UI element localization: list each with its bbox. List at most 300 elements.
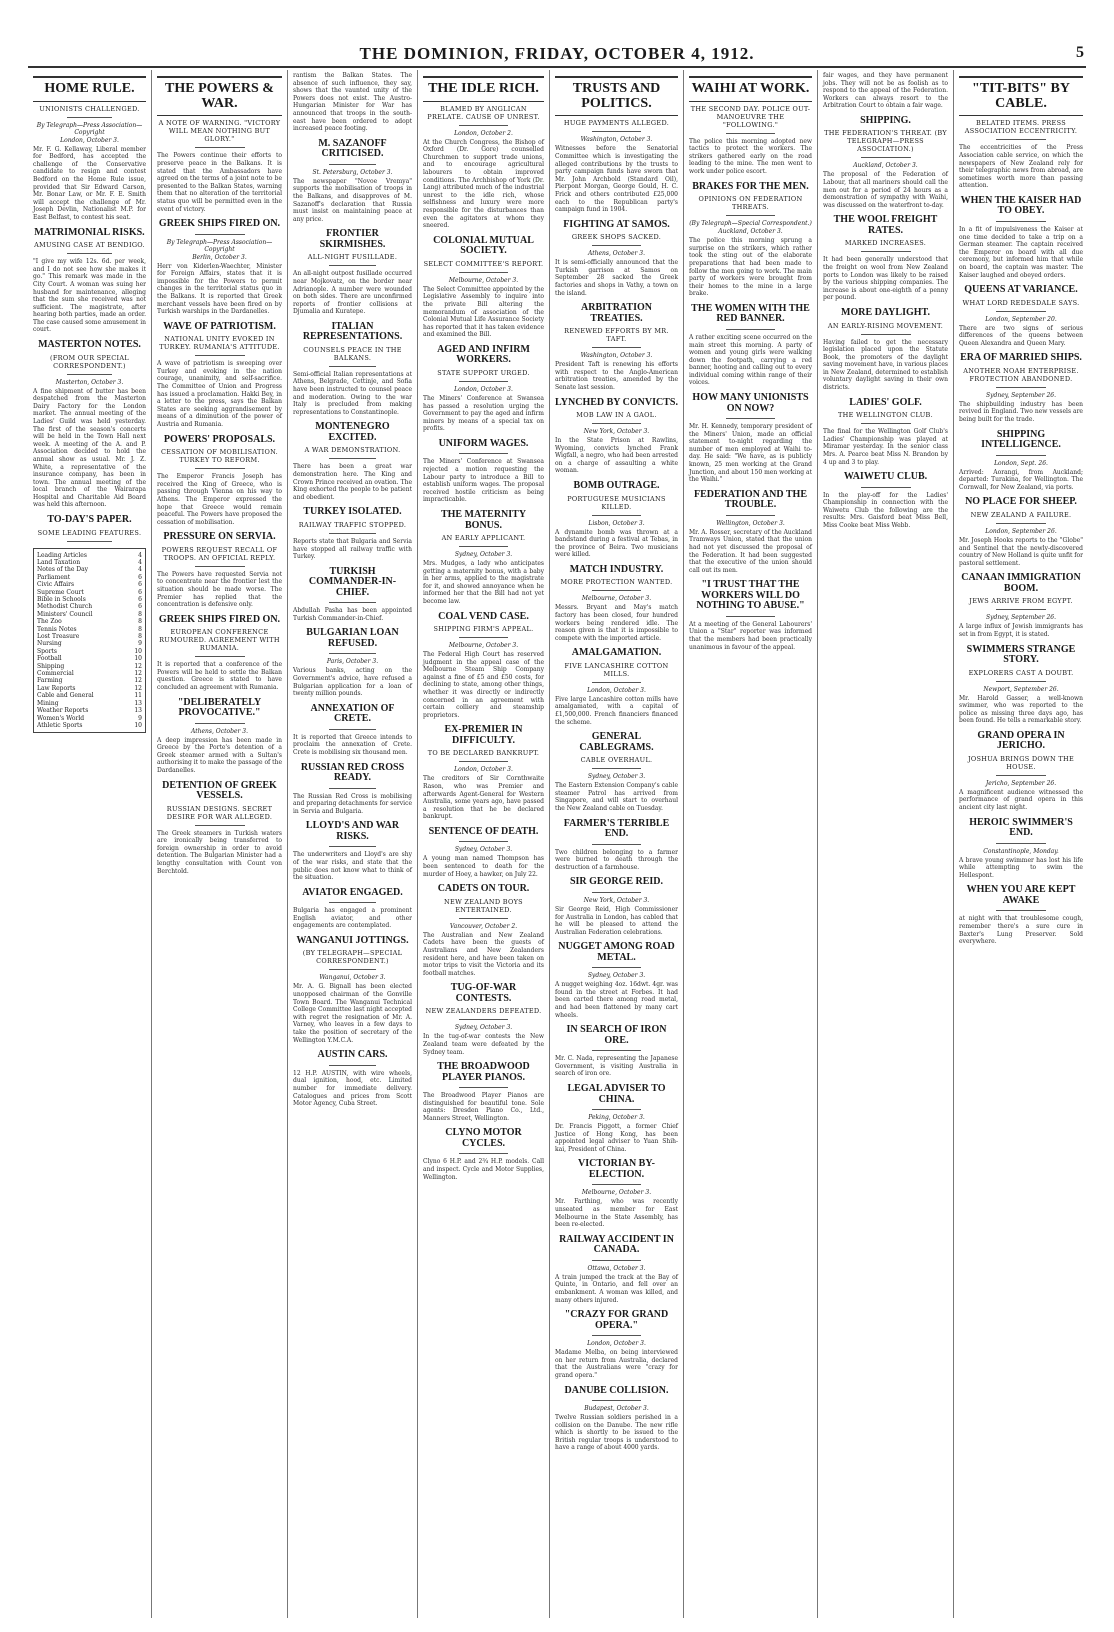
article-headline: HEROIC SWIMMER'S END. [969,816,1073,839]
index-row [37,715,142,722]
article-dateline: London, September 26. [985,527,1057,535]
column-5 [550,70,684,1618]
index-topic: The Zoo [37,618,62,626]
article-dateline: New York, October 3. [583,428,650,436]
index-topic: Notes of the Day [37,566,89,574]
article-headline: WAIHI AT WORK. [689,76,812,102]
index-page: 9 [138,714,142,722]
headline-rule [195,566,245,567]
index-page: 4 [138,558,142,566]
article-dateline: Newport, September 26. [983,685,1059,693]
article-body: Mr. C. Nada, representing the Japanese Government, is visiting Australia in search of iron ore. [555,1055,678,1078]
headline-rule [861,251,911,252]
headline-rule [329,458,377,459]
index-row [37,566,142,573]
index-page: 6 [138,573,142,581]
article-dateline: Washington, October 3. [580,352,653,360]
article-subheadline: CESSATION OF MOBILISATION. TURKEY TO REFORM. [160,448,279,465]
index-row [37,626,142,633]
article-headline: COLONIAL MUTUAL SOCIETY. [433,234,534,257]
article-dateline: Wanganui, October 3. [319,974,386,982]
index-row [37,603,142,610]
article-headline: CADETS ON TOUR. [437,883,530,895]
index-row [37,670,142,677]
newspaper-masthead-title: THE DOMINION, FRIDAY, OCTOBER 4, 1912. [359,44,755,63]
article-subheadline: POWERS REQUEST RECALL OF TROOPS. AN OFFICIAL REPLY. [161,545,278,562]
article-headline: GREEK SHIPS FIRED ON. [158,613,281,625]
article-body: A large influx of Jewish immigrants has set in from Egypt, it is stated. [959,623,1083,638]
article-subheadline: (BY TELEGRAPH—SPECIAL CORRESPONDENT.) [302,949,403,966]
article-headline: COAL VEND CASE. [438,610,529,622]
article-dateline: Auckland, October 3. [853,162,918,170]
index-row [37,633,142,640]
index-row [37,677,142,684]
article-headline: WAIWETU CLUB. [843,471,928,483]
headline-rule [592,682,641,683]
article-credit: By Telegraph—Press Association—Copyright [36,121,143,136]
headline-rule [592,515,641,516]
headline-rule [726,616,775,617]
index-page: 8 [138,633,142,641]
article-headline: BULGARIAN LOAN REFUSED. [306,627,399,649]
article-subheadline: THE WELLINGTON CLUB. [838,411,933,420]
index-page: 13 [134,699,142,707]
headline-rule [592,347,641,348]
article-dateline: St. Petersburg, October 3. [312,168,393,176]
article-body: At the Church Congress, the Bishop of Oxford (Dr. Gore) counselled Churchmen to support trade unions, and to encourage agricultural labourers to obtain improved conditions. The Archbishop of York (Dr. Lang) attributed much of the industrial unrest to the idle rich, whose selfishness and luxury were more responsible for the disturbances than even the agitators at whom they sneered. [423,138,544,230]
article-subheadline: MOB LAW IN A GAOL. [576,411,657,420]
article-headline: NO PLACE FOR SHEEP. [965,496,1077,508]
article-headline: HOME RULE. [33,76,146,102]
article-subheadline: RENEWED EFFORTS BY MR. TAFT. [564,327,669,344]
article-headline: WAVE OF PATRIOTISM. [163,320,276,332]
article-subheadline: STATE SUPPORT URGED. [437,368,530,377]
article-dateline: London, October 3. [60,136,119,144]
article-body: A magnificent audience witnessed the performance of grand opera in this ancient city last night. [959,788,1083,812]
article-headline: ERA OF MARRIED SHIPS. [960,352,1082,364]
article-subheadline: MORE PROTECTION WANTED. [560,578,673,587]
article-headline: M. SAZANOFF CRITICISED. [318,137,387,160]
article-headline: UNIFORM WAGES. [438,437,529,449]
article-body: The Miners' Conference at Swansea has passed a resolution urging the Government to pay the aged and infirm miners by means of a special tax on profits. [423,394,544,433]
article-body: "I give my wife 12s. 6d. per week, and I do not see how she makes it go." This remark was made in the City Court. A woman was suing her husband for maintenance, alleging that the sum she received was not sufficient. The magistrate, after hearing both parties, made an order. The case caused some amusement in court. [33,258,146,334]
article-body: Clyno 6 H.P. and 2¾ H.P. models. Call and inspect. Cycle and Motor Supplies, Wellington. [423,1158,544,1181]
headline-rule [459,381,507,382]
article-body: The final for the Wellington Golf Club's Ladies' Championship was played at Miramar yesterday. In the senior class Mrs. A. Pearce beat Miss N. Brandon by 4 up and 3 to play. [823,428,948,466]
headline-rule [861,487,911,488]
article-dateline: Ottawa, October 3. [587,1264,646,1272]
headline-rule [861,423,911,424]
headline-rule [329,902,377,903]
headline-rule [726,329,775,330]
headline-rule [592,1335,641,1336]
index-page: 10 [134,647,142,655]
article-body: Various banks, acting on the Government's advice, have refused a Bulgarian application for a loan of twenty million pounds. [293,667,412,698]
article-headline: SHIPPING INTELLIGENCE. [981,428,1061,451]
article-headline: GRAND OPERA IN JERICHO. [977,729,1065,752]
article-dateline: Athens, October 3. [190,727,248,735]
article-headline: CANAAN IMMIGRATION BOOM. [961,572,1081,594]
headline-rule [592,590,641,591]
index-page: 6 [138,596,142,603]
index-row [37,552,142,559]
article-subheadline: UNIONISTS CHALLENGED. [39,104,140,113]
article-body: at night with that troublesome cough, remember there's a sure cure in Baxter's Lung Preserver. Sold everywhere. [959,915,1083,946]
article-subheadline: RUSSIAN DESIGNS. SECRET DESIRE FOR WAR ALLEGED. [166,804,273,821]
headline-rule [592,1184,641,1185]
article-dateline: Sydney, October 3. [454,1024,513,1032]
article-headline: TURKISH COMMANDER-IN-CHIEF. [308,565,397,598]
article-body: A fine shipment of butter has been despatched from the Masterton Dairy Factory for the London market. The annual meeting of the Ladies' Guild was held yesterday. The first of the season's concerts will be held in the Town Hall next week. A meeting of the A. and P. Association decided to hold the annual show as usual. Mr. J. Z. White, a representative of the insurance company, has been in town. The annual meeting of the local branch of the Wairarapa Hospital and Charitable Aid Board was held this afternoon. [33,387,146,509]
article-credit: (By Telegraph—Special Correspondent.) [689,220,812,228]
headline-rule [459,918,507,919]
article-headline: LADIES' GOLF. [849,396,922,408]
article-body: An all-night outpost fusillade occurred near Mojkovatz, on the border near Adrianople. A number were wounded on both sides. There are unconfirmed reports of frontier collisions at Djumalia and Kuratepe. [293,270,412,316]
index-page: 6 [138,581,142,589]
index-row [37,611,142,618]
article-body: Sir George Reid, High Commissioner for Australia in London, has cabled that he will be pleased to attend the Australian Federation celebrations. [555,905,678,936]
headline-rule [329,164,377,165]
article-body: Madame Melba, on being interviewed on her return from Australia, declared that the Australians were "crazy for grand opera." [555,1349,678,1379]
headline-rule [592,1050,641,1051]
article-subheadline: AMUSING CASE AT BENDIGO. [34,241,145,250]
index-page: 4 [138,566,142,574]
headline-rule [996,775,1046,776]
article-headline: TRUSTS AND POLITICS. [555,76,678,116]
column-4 [418,70,550,1618]
article-body: The police this morning adopted new tactics to protect the workers. The strikers gathered early on the road leading to the mine. The men went to work under police escort. [689,137,812,176]
article-body: The eccentricities of the Press Association cable service, on which the newspapers of New Zealand rely for their telegraphic news from abroad, are sometimes worth more than passing attention. [959,144,1083,190]
headline-rule [726,133,775,134]
index-row [37,700,142,707]
article-body: In the play-off for the Ladies' Championship in connection with the Waiwetu Club the following are the results: Mrs. Gaisford beat Miss Bell, Miss Cooke beat Miss Webb. [823,491,948,529]
index-topic: Law Reports [37,684,76,692]
article-dateline: London, October 3. [587,1340,646,1348]
index-row [37,648,142,655]
article-headline: SHIPPING. [860,114,911,126]
article-body: Having failed to get the necessary legislation placed upon the Statute Book, the promoters of the daylight saving movement have, in various places in New Zealand, determined to establish voluntary daylight saving in their own districts. [823,338,948,392]
article-body: Dr. Francis Piggott, a former Chief Justice of Hong Kong, has been appointed legal adviser to Yuan Shih-kai, President of China. [555,1123,678,1153]
article-headline: MONTENEGRO EXCITED. [315,421,390,443]
article-dateline: Washington, October 3. [580,136,653,144]
article-subheadline: JOSHUA BRINGS DOWN THE HOUSE. [967,754,1075,771]
headline-rule [67,541,112,542]
article-dateline: London, September 20. [985,315,1057,323]
article-headline: SENTENCE OF DEATH. [428,825,539,837]
article-dateline: London, October 3. [454,766,513,774]
index-page: 8 [138,618,142,626]
article-subheadline: (FROM OUR SPECIAL CORRESPONDENT.) [50,353,129,370]
article-subheadline: EXPLORERS CAST A DOUBT. [968,668,1074,677]
index-row [37,581,142,588]
index-topic: Commercial [37,670,74,678]
article-body: The proposal of the Federation of Labour, that all mariners should call the men out for a period of 24 hours as a demonstration of sympathy with Waihi, was discussed on the waterfront to-day. [823,171,948,209]
headline-rule [67,117,112,118]
article-subheadline: SHIPPING FIRM'S APPEAL. [433,625,534,634]
article-dateline: Masterton, October 3. [55,378,124,386]
article-headline: VICTORIAN BY-ELECTION. [578,1158,655,1180]
article-headline: WHEN THE KAISER HAD TO OBEY. [960,194,1082,217]
article-headline: ANNEXATION OF CRETE. [310,702,395,725]
article-headline: "TIT-BITS" BY CABLE. [959,76,1083,116]
headline-rule [592,423,641,424]
headline-rule [996,455,1046,456]
headline-rule [459,453,507,454]
article-headline: MATCH INDUSTRY. [569,563,664,575]
headline-rule [195,825,245,826]
article-headline: WANGANUI JOTTINGS. [296,934,409,946]
article-headline: POWERS' PROPOSALS. [163,433,276,445]
article-subheadline: AN EARLY APPLICANT. [441,534,526,542]
article-body: The Greek steamers in Turkish waters are ironically being transferred to foreign ownership in order to avoid detention. The Bulgarian Minister had a lengthy consultation with Count von Berchtold. [157,829,282,875]
article-body: The Emperor Francis Joseph has received the King of Greece, who is passing through Vienna on his way to Athens. The Emperor expressed the hope that Greece would remain peaceful. The Powers have proposed the cessation of mobilisation. [157,473,282,526]
article-headline: ARBITRATION TREATIES. [581,302,652,324]
article-body: Arrived: Aorangi, from Auckland; departed: Turakina, for Wellington. The Cornwall, for New Zealand, via ports. [959,468,1083,491]
index-row [37,574,142,581]
article-body: Witnesses before the Senatorial Committee which is investigating the alleged contributions by the trusts to party campaign funds have sworn that Mr. John Archbold (Standard Oil), Pierpont Morgan, George Gould, H. C. Frick and others contributed £25,000 each to the Republican party's campaign fund in 1904. [555,145,678,214]
headline-rule [329,969,377,970]
index-row [37,589,142,596]
index-page: 6 [138,603,142,611]
article-dateline: Sydney, October 3. [587,773,646,781]
article-body: A nugget weighing 4oz. 16dwt. 4gr. was found in the street at Forbes. It had been carted there among road metal, and had been flattened by many cart wheels. [555,981,678,1019]
headline-rule [996,311,1046,312]
index-row [37,559,142,566]
headline-rule [329,265,377,266]
article-body: In the State Prison at Rawlins, Wyoming, convicts lynched Frank Wigfall, a negro, who had been arrested on a charge of assaulting a white woman. [555,437,678,475]
article-headline: RAILWAY ACCIDENT IN CANADA. [559,1233,674,1256]
article-headline: FRONTIER SKIRMISHES. [319,228,386,250]
article-dateline: Sydney, September 26. [985,614,1057,622]
article-headline: MASTERTON NOTES. [38,339,141,351]
article-headline: SWIMMERS STRANGE STORY. [966,643,1076,665]
article-subheadline: ANOTHER NOAH ENTERPRISE. FROTECTION ABANDONED. [963,366,1079,383]
article-body: It is semi-officially announced that the Turkish garrison at Samos on September 28 sacked the Greek factories and shops in Vathy, a town on the island. [555,259,678,297]
article-dateline: Sydney, September 26. [985,391,1057,399]
article-body: Messrs. Bryant and May's match factory has been closed, four hundred workers being rendered idle. The reason given is that it is impossible to compete with the imported article. [555,604,678,642]
index-page: 13 [134,707,142,715]
headline-rule [195,355,245,356]
article-subheadline: THE SECOND DAY. POLICE OUT-MANOEUVRE THE "FOLLOWING." [690,104,811,129]
article-body: A train jumped the track at the Bay of Quinte, in Ontario, and fell over an embankment. A woman was killed, and many others injured. [555,1273,678,1304]
column-7 [818,70,954,1618]
index-row [37,663,142,670]
article-headline: BOMB OUTRAGE. [573,480,660,492]
article-headline: AMALGAMATION. [571,647,662,659]
article-headline: EX-PREMIER IN DIFFICULTY. [444,724,523,746]
article-headline: THE MATERNITY BONUS. [440,509,527,531]
headline-rule [459,125,507,126]
index-page: 8 [138,625,142,633]
article-dateline: London, October 3. [454,385,513,393]
headline-rule [996,221,1046,222]
headline-rule [996,139,1046,140]
article-headline: DETENTION OF GREEK VESSELS. [162,779,277,802]
headline-rule [592,967,641,968]
index-topic: Mining [37,699,59,707]
article-body: Two children belonging to a farmer were burned to death through the destruction of a farmhouse. [555,848,678,871]
headline-rule [861,157,911,158]
headline-rule [726,418,775,419]
article-body: The Australian and New Zealand Cadets have been the guests of Australians and New Zealanders resident here, and have been taken on motor trips to visit the Victoria and its football matches. [423,931,544,977]
column-3 [288,70,418,1618]
index-page: 12 [134,684,142,692]
headline-rule [67,374,112,375]
article-body: A brave young swimmer has lost his life while attempting to swim the Hellespont. [959,856,1083,879]
headline-rule [996,523,1046,524]
index-row [37,692,142,699]
article-body: The underwriters and Lloyd's are shy of the war risks, and state that the public does not know what to think of the situation. [293,851,412,882]
column-6 [684,70,818,1618]
index-topic: Nursing [37,640,62,648]
article-body: The Powers continue their efforts to preserve peace in the Balkans. It is stated that the Ambassadors have agreed on the terms of a joint note to be presented to the Balkan States, warning them that no alteration of the territorial status quo will be permitted even in the event of victory. [157,152,282,213]
headline-rule [459,841,507,842]
article-headline: TURKEY ISOLATED. [303,506,402,518]
article-dateline: Melbourne, October 3. [448,642,519,650]
headline-rule [996,609,1046,610]
headline-rule [459,1019,507,1020]
article-headline: RUSSIAN RED CROSS READY. [300,761,405,784]
article-headline: QUEENS AT VARIANCE. [964,284,1078,296]
article-headline: MORE DAYLIGHT. [841,307,930,318]
index-topic: Bible in Schools [37,596,86,603]
article-headline: FARMER'S TERRIBLE END. [563,817,670,840]
article-subheadline: BLAMED BY ANGLICAN PRELATE. CAUSE OF UNREST. [427,104,540,121]
index-row [37,685,142,692]
index-topic: Ministers' Council [37,610,93,618]
article-headline: AUSTIN CARS. [317,1049,388,1061]
index-topic: Tennis Notes [37,625,77,633]
article-dateline: Sydney, October 3. [454,846,513,854]
article-dateline: London, October 2. [454,129,513,137]
article-subheadline: FIVE LANCASHIRE COTTON MILLS. [564,661,669,678]
article-dateline: London, Sept. 26. [994,459,1048,467]
article-dateline: Vancouver, October 2. [449,922,518,930]
article-body: Mr. F. G. Kellaway, Liberal member for Bedford, has accepted the challenge of the Conservative candidate to resign and contest Bedford on the Home Rule issue, provided that Sir Edward Carson, Mr. Bonar Law, or Mr. F. E. Smith will accept the challenge of Mr. Joseph Devlin, Nationalist M.P. for East Belfast, to contest his seat. [33,145,146,222]
index-topic: Civic Affairs [37,581,75,589]
headline-rule [195,468,245,469]
headline-rule [459,761,507,762]
headline-rule [861,334,911,335]
article-headline: LEGAL ADVISER TO CHINA. [567,1083,666,1105]
article-headline: MATRIMONIAL RISKS. [34,226,145,238]
article-headline: THE POWERS & WAR. [157,76,282,116]
article-dateline: Melbourne, October 3. [581,1189,652,1197]
article-dateline: Sydney, October 3. [587,972,646,980]
article-headline: FIGHTING AT SAMOS. [563,218,670,230]
article-body: It is reported that a conference of the Powers will be held to settle the Balkan question. Greece is stated to have concluded an agreement with Rumania. [157,661,282,692]
article-subheadline: BELATED ITEMS. PRESS ASSOCIATION ECCENTRICITY. [964,119,1078,136]
index-page: 12 [134,662,142,670]
article-subheadline: A WAR DEMONSTRATION. [304,446,401,455]
article-subheadline: TO BE DECLARED BANKRUPT. [427,749,540,758]
article-body: The Broadwood Player Pianos are distinguished for beautiful tone. Sole agents: Dresden Piano Co., Ltd., Manners Street, Wellington. [423,1092,544,1122]
article-body: The creditors of Sir Cornthwaite Rason, who was Premier and afterwards Agent-General for Western Australia, some years ago, have passed a resolution that he be declared bankrupt. [423,775,544,821]
headline-rule [459,637,507,638]
article-dateline: Wellington, October 3. [716,519,785,527]
article-headline: THE WOMEN WITH THE RED BANNER. [691,302,810,325]
index-row [37,596,142,603]
article-subheadline: SELECT COMMITTEE'S REPORT. [423,259,544,268]
headline-rule [195,723,245,724]
index-topic: Farming [37,677,63,685]
article-body: The Eastern Extension Company's cable steamer Patrol has arrived from Singapore, and will start to overhaul the New Zealand cable on Tuesday. [555,782,678,813]
headline-rule [329,602,377,603]
index-topic: Shipping [37,662,65,670]
article-dateline: Lisbon, October 3. [588,519,645,527]
headline-rule [592,844,641,845]
index-topic: Sports [37,647,57,655]
article-body: Mr. H. Kennedy, temporary president of the Miners' Union, made an official statement to-night regarding the number of men employed at Waihi to-day. He said: "We have, as is publicly known, 25 men working at the Grand Junction, and about 150 men working at the Waihi." [689,423,812,484]
article-headline: DANUBE COLLISION. [564,1384,669,1396]
article-subheadline: CABLE OVERHAUL. [580,756,653,765]
article-body: The Russian Red Cross is mobilising and preparing detachments for service in Servia and Bulgaria. [293,792,412,815]
index-topic: Supreme Court [37,588,84,596]
todays-paper-index [33,548,146,734]
article-subheadline: COUNSELS PEACE IN THE BALKANS. [303,345,402,362]
headline-rule [592,1400,641,1401]
article-headline: THE WOOL FREIGHT RATES. [833,214,938,236]
masthead-rule [28,66,1086,68]
column-2 [152,70,288,1618]
article-subheadline: A NOTE OF WARNING. "VICTORY WILL MEAN NOTHING BUT GLORY." [158,119,281,144]
article-body: Mr. Farthing, who was recently unseated as member for East Melbourne in the State Assembly, has been re-elected. [555,1198,678,1229]
article-body: In a fit of impulsiveness the Kaiser at one time decided to take a trip on a German steamer. The captain received the Emperor on board with all due ceremony, but informed him that while on board, the captain was master. The Kaiser laughed and obeyed orders. [959,225,1083,279]
headline-rule [726,215,775,216]
article-subheadline: EUROPEAN CONFERENCE RUMOURED. AGREEMENT WITH RUMANIA. [159,628,280,653]
article-headline: AGED AND INFIRM WORKERS. [437,343,530,366]
article-body: Mr. Harold Gasser, a well-known swimmer, who was reported to the police as missing three days ago, has been found. He tells a remarkable story. [959,694,1083,725]
article-subheadline: GREEK SHOPS SACKED. [571,233,662,242]
article-body: Semi-official Italian representations at Athens, Belgrade, Cettinje, and Sofia have been instructed to counsel peace and moderation. Owing to the war Italy is precluded from making representations to Constantinople. [293,370,412,416]
index-page: 8 [138,610,142,618]
article-body: Mr. Joseph Hooks reports to the "Globe" and Sentinel that the newly-discovered country of New Holland is quite unfit for pastoral settlement. [959,536,1083,567]
article-headline: LYNCHED BY CONVICTS. [555,396,678,408]
article-headline: TO-DAY'S PAPER. [47,514,132,526]
newspaper-columns [28,70,1088,1618]
index-topic: Lost Treasure [37,633,80,641]
article-body: President Taft is renewing his efforts with respect to the Anglo-American arbitration treaties, amended by the Senate last session. [555,361,678,391]
article-body: The Federal High Court has reserved judgment in the appeal case of the Melbourne Steam Ship Company against a fine of £5 and £50 costs, for declining to state, among other things, whether it was directly or indirectly concerned in an agreement with certain colliery and steamship proprietors. [423,651,544,719]
article-body: fair wages, and they have permanent jobs. They will not be as foolish as to respond to the appeal of the Federation. Workers can always resort to the Arbitration Court to obtain a fair wage. [823,72,948,110]
headline-rule [592,131,641,132]
article-dateline: Auckland, October 3. [718,228,783,236]
article-subheadline: WHAT LORD REDESDALE SAYS. [962,298,1080,307]
article-headline: LLOYD'S AND WAR RISKS. [305,820,400,842]
index-page: 10 [134,721,142,729]
article-body: Five large Lancashire cotton mills have amalgamated, with a capital of £1,500,000. French financiers financed the scheme. [555,695,678,726]
article-subheadline: RAILWAY TRAFFIC STOPPED. [298,520,407,529]
article-subheadline: NEW ZEALANDERS DEFEATED. [425,1007,542,1016]
article-body: Mrs. Mudges, a lady who anticipates getting a maternity bonus, with a baby in her arms, applied to the magistrate for it, and showed annoyance when he informed her that the Bill had not yet become law. [423,560,544,605]
article-headline: FEDERATION AND THE TROUBLE. [694,488,807,511]
article-subheadline: NEW ZEALAND A FAILURE. [970,510,1072,519]
article-body: A dynamite bomb was thrown at a bandstand during a festival at Tebas, in the province of Beira. Two musicians were killed. [555,528,678,559]
index-row [37,722,142,729]
index-row [37,618,142,625]
index-page: 11 [134,692,142,700]
article-body: Twelve Russian soldiers perished in a collision on the Danube. The new rifle which is shortly to be issued to the British regular troops is understood to have a range of about 4000 yards. [555,1414,678,1452]
article-subheadline: OPINIONS ON FEDERATION THREATS. [698,195,803,212]
article-body: 12 H.P. AUSTIN, with wire wheels, dual ignition, hood, etc. Limited number for immediate delivery. Catalogues and prices from Scott Motor Agency, Cuba Street. [293,1069,412,1108]
index-page: 12 [134,677,142,685]
article-body: The Miners' Conference at Swansea rejected a motion requesting the Labour party to introduce a Bill to establish uniform wages. The proposal received hostile criticism as being impracticable. [423,458,544,504]
article-body: Herr von Kiderlen-Waechter, Minister for Foreign Affairs, states that it is impossible for the Powers to permit changes in the territorial status quo in the Balkans. It is reported that Greek merchant vessels have been fired on by Turkish warships in the Dardanelles. [157,262,282,316]
article-body: The newspaper "Novoe Vremya" supports the mobilisation of troops in the Balkans, and disapproves of M. Sazanoff's declaration that Russia must insist on maintaining peace at any price. [293,177,412,223]
article-body: Bulgaria has engaged a prominent English aviator, and other engagements are contemplated. [293,907,412,930]
index-topic: Weather Reports [37,707,89,715]
article-headline: WHEN YOU ARE KEPT AWAKE [966,884,1076,906]
